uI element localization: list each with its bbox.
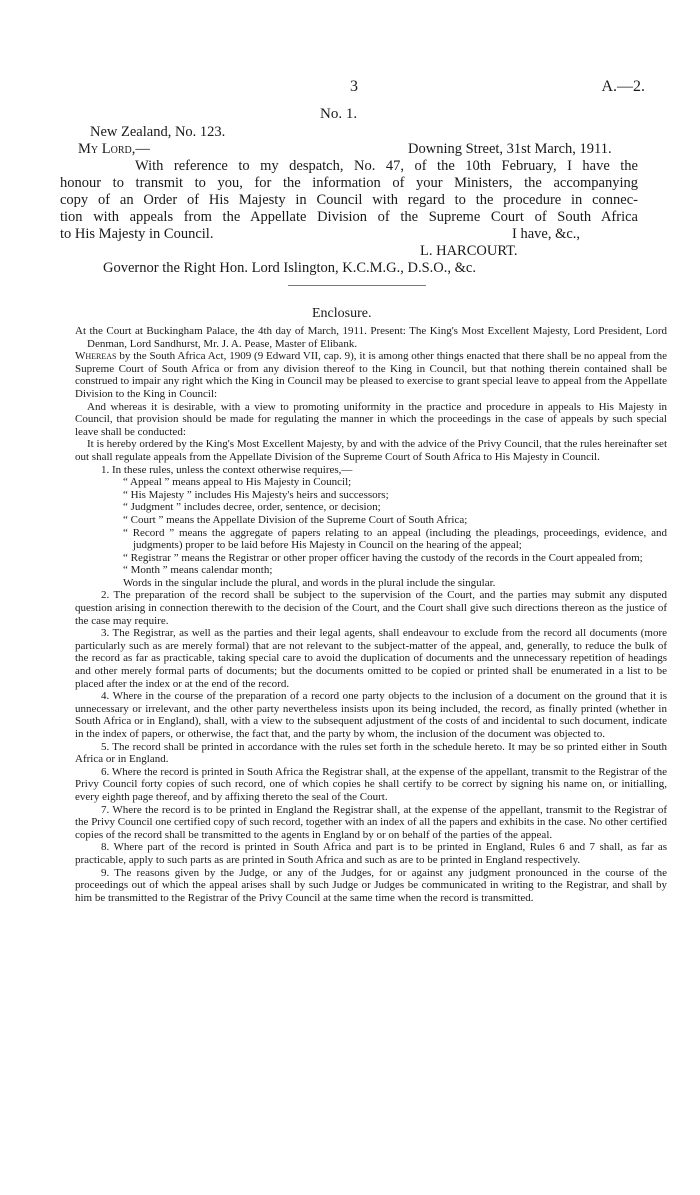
document-heading: No. 1.: [320, 106, 358, 122]
despatch-letter: [60, 124, 650, 277]
definition-item: “ Judgment ” includes decree, order, sentence, or decision;: [123, 501, 381, 514]
letter-body-line: honour to transmit to you, for the information of your Ministers, the accompanying: [60, 175, 638, 191]
definition-item: “ Month ” means calendar month;: [123, 564, 273, 577]
words-rule: Words in the singular include the plural, and words in the plural include the singular.: [123, 576, 496, 589]
whereas-paragraph: by the South Africa Act, 1909 (9 Edward VII, cap. 9), it is among other things enacted that there shall be no appeal from the Supreme Court of South Africa or from any division thereof to the King in Council, but that nothing therein contained shall be construed to impair any right which the King in Council may be pleased to exercise to grant special leave to appeal from the Appellate Division to the King in Council:: [75, 350, 667, 400]
definition-item: “ Court ” means the Appellate Division of the Supreme Court of South Africa;: [123, 513, 468, 526]
section-divider: [288, 285, 426, 286]
page-reference: A.—2.: [601, 78, 645, 95]
enclosure-body: [75, 325, 667, 904]
order-paragraph: It is hereby ordered by the King's Most Excellent Majesty, by and with the advice of the Privy Council, that the rules hereinafter set out shall regulate appeals from the Appellate Division of the Supreme Court of South Africa to His Majesty in Council.: [75, 438, 667, 463]
definition-item: “ His Majesty ” includes His Majesty's heirs and successors;: [123, 488, 389, 501]
rule-paragraph: 3. The Registrar, as well as the parties and their legal agents, shall endeavour to exclude from the record all documents (more particularly such as are merely formal) that are not relevant to the subject-matter of the appeal, and, generally, to reduce the bulk of the record as far as practicable, taking special care to avoid the duplication of documents and the unnecessary repetition of headings and other merely formal parts of documents; but the documents omitted to be copied or printed shall be enumerated in a list to be placed after the index or at the end of the record.: [75, 627, 667, 690]
letter-body-line: tion with appeals from the Appellate Division of the Supreme Court of South Africa: [60, 209, 638, 225]
definition-item: “ Registrar ” means the Registrar or other proper officer having the custody of the records in the Court appealed from;: [123, 551, 643, 564]
letter-reference: New Zealand, No. 123.: [90, 124, 226, 140]
letter-salutation: My Lord,—: [78, 141, 150, 157]
and-whereas-paragraph: And whereas it is desirable, with a view to promoting uniformity in the practice and procedure in appeals to His Majesty in Council, that provision should be made for regulating the manner in which the proceedings in the case of appeals by such special leave shall be conducted:: [75, 400, 667, 438]
rule-paragraph: 2. The preparation of the record shall be subject to the supervision of the Court, and the parties may submit any disputed question arising in connection therewith to the decision of the Court, and the Court shall give such directions thereon as the justice of the case may require.: [75, 589, 667, 627]
rule-paragraph: 8. Where part of the record is printed in South Africa and part is to be printed in England, Rules 6 and 7 shall, as far as practicable, apply to such parts as are printed in South Africa and such as are to be printed in England respectively.: [75, 841, 667, 866]
rule-paragraph: 5. The record shall be printed in accordance with the rules set forth in the schedule hereto. It may be so printed either in South Africa or in England.: [75, 740, 667, 766]
letter-body-line: With reference to my despatch, No. 47, of the 10th February, I have the: [135, 158, 638, 174]
page-number: 3: [350, 78, 358, 95]
letter-place-date: Downing Street, 31st March, 1911.: [408, 141, 612, 157]
rule-1-intro: 1. In these rules, unless the context otherwise requires,—: [101, 463, 353, 476]
definition-item: “ Appeal ” means appeal to His Majesty in Council;: [123, 476, 352, 489]
whereas-word: Whereas: [75, 350, 117, 363]
definition-item: “ Record ” means the aggregate of papers relating to an appeal (including the pleadings, proceedings, evidence, and judgments) proper to be laid before His Majesty in Council on the hearing of the appeal;: [123, 526, 667, 552]
letter-body-line: copy of an Order of His Majesty in Council with regard to the procedure in connec-: [60, 192, 638, 208]
letter-signature: L. HARCOURT.: [420, 243, 518, 259]
rule-paragraph: 7. Where the record is to be printed in England the Registrar shall, at the expense of the appellant, transmit to the Registrar of the Privy Council one certified copy of such record, together with an index of all the papers and exhibits in the case. No other certified copies of the record shall be transmitted to the agents in England by or on behalf of the parties of the appeal.: [75, 803, 667, 841]
rule-paragraph: 4. Where in the course of the preparation of a record one party objects to the inclusion of a document on the ground that it is unnecessary or irrelevant, and the other party nevertheless insists upon its being included, the record, as finally printed (whether in South Africa or in England), shall, with a view to the subsequent adjustment of the costs of and incidental to such document, indicate in the index of papers, or otherwise, the fact that, and the party by whom, the inclusion of the document was objected to.: [75, 690, 667, 740]
enclosure-title: Enclosure.: [312, 306, 372, 321]
court-opening: At the Court at Buckingham Palace, the 4th day of March, 1911. Present: The King's Most Excellent Majesty, Lord President, Lord Denman, Lord Sandhurst, Mr. J. A. Pease, Master of Elibank.: [75, 325, 667, 350]
letter-closing: I have, &c.,: [512, 226, 581, 242]
rule-paragraph: 9. The reasons given by the Judge, or any of the Judges, for or against any judgment pronounced in the course of the proceedings out of which the appeal arises shall by such Judge or Judges be communicated in writing to the Registrar, and shall by him be transmitted to the Registrar of the Privy Council at the same time when the record is transmitted.: [75, 866, 667, 904]
letter-addressee: Governor the Right Hon. Lord Islington, K.C.M.G., D.S.O., &c.: [103, 260, 476, 276]
letter-body-last-line: to His Majesty in Council.: [60, 226, 214, 242]
rule-paragraph: 6. Where the record is printed in South Africa the Registrar shall, at the expense of the appellant, transmit to the Registrar of the Privy Council forty copies of such record, one of which copies he shall certify to be correct by signing his name on, or initialling, every eighth page thereof, and by affixing thereto the seal of the Court.: [75, 765, 667, 803]
